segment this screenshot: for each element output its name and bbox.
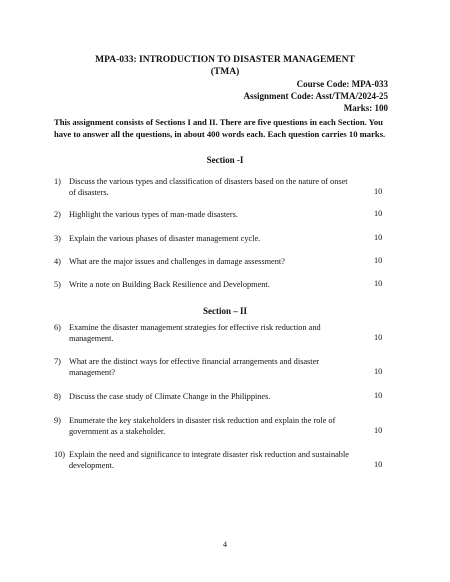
question-text: Highlight the various types of man-made disasters. bbox=[69, 210, 238, 219]
page-number: 4 bbox=[223, 540, 227, 549]
question-number: 8) bbox=[54, 392, 61, 401]
course-code: Course Code: MPA-033 bbox=[296, 79, 388, 89]
question-text: What are the major issues and challenges in damage assessment? bbox=[69, 257, 285, 266]
total-marks: Marks: 100 bbox=[343, 103, 388, 113]
section-1-heading: Section -I bbox=[206, 155, 244, 165]
question-number: 7) bbox=[54, 357, 61, 366]
question-marks: 10 bbox=[374, 460, 383, 469]
question-marks: 10 bbox=[374, 333, 383, 342]
question-marks: 10 bbox=[374, 391, 383, 400]
assignment-instructions: This assignment consists of Sections I and II. There are five questions in each Section. You have to answer all the questions, in about 400 words each. Each question carries 10 marks. bbox=[54, 117, 386, 139]
question-number: 9) bbox=[54, 416, 61, 425]
section-2-heading: Section – II bbox=[202, 306, 247, 316]
document-title: MPA-033: INTRODUCTION TO DISASTER MANAGEMENT bbox=[95, 55, 355, 65]
question-marks: 10 bbox=[374, 209, 383, 218]
question-number: 3) bbox=[54, 234, 61, 243]
question-number: 5) bbox=[54, 280, 61, 289]
question-text: Write a note on Building Back Resilience and Development. bbox=[69, 280, 270, 289]
question-marks: 10 bbox=[374, 256, 383, 265]
question-text: What are the distinct ways for effective financial arrangements and disaster management? bbox=[69, 357, 320, 377]
question-number: 4) bbox=[54, 257, 61, 266]
question-marks: 10 bbox=[374, 187, 383, 196]
document-subtitle: (TMA) bbox=[210, 67, 240, 77]
question-marks: 10 bbox=[374, 279, 383, 288]
question-number: 2) bbox=[54, 210, 61, 219]
assignment-code: Assignment Code: Asst/TMA/2024-25 bbox=[243, 91, 388, 101]
question-text: Examine the disaster management strategies for effective risk reduction and management. bbox=[69, 323, 321, 343]
question-text: Discuss the various types and classification of disasters based on the nature of onset of disasters. bbox=[69, 177, 348, 197]
question-text: Explain the need and significance to integrate disaster risk reduction and sustainable development. bbox=[69, 450, 349, 470]
question-number: 10) bbox=[54, 450, 66, 459]
question-marks: 10 bbox=[374, 426, 383, 435]
question-marks: 10 bbox=[374, 233, 383, 242]
question-text: Enumerate the key stakeholders in disaster risk reduction and explain the role of government as a stakeholder. bbox=[69, 416, 336, 436]
question-number: 6) bbox=[54, 323, 61, 332]
question-marks: 10 bbox=[374, 367, 383, 376]
question-text: Explain the various phases of disaster management cycle. bbox=[69, 234, 261, 243]
question-text: Discuss the case study of Climate Change in the Philippines. bbox=[69, 392, 271, 401]
question-number: 1) bbox=[54, 177, 61, 186]
